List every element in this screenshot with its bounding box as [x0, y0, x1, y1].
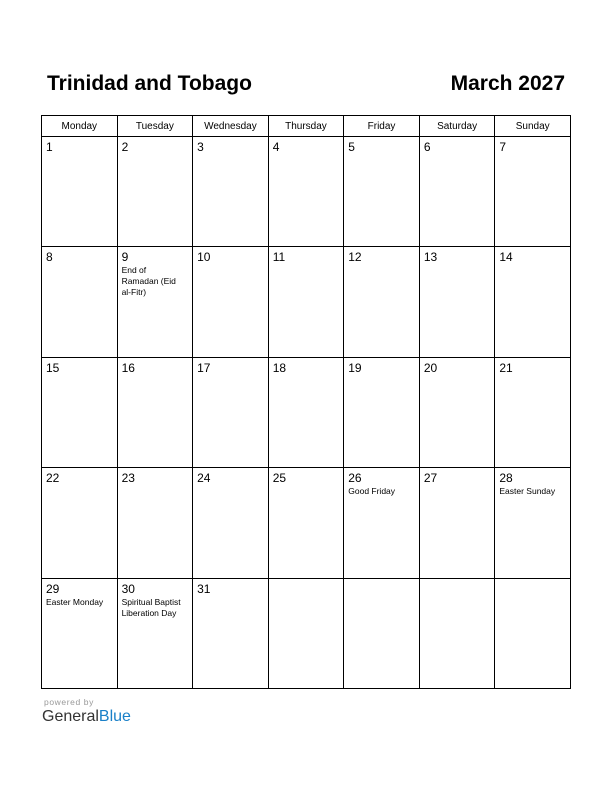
day-cell: [495, 578, 571, 688]
day-cell: [42, 357, 118, 467]
day-cell: [117, 578, 193, 688]
calendar-body: [42, 137, 571, 689]
day-number: 17: [197, 360, 211, 375]
day-cell: [117, 247, 193, 357]
day-cell: [419, 247, 495, 357]
day-cell: [193, 247, 269, 357]
weekday-header-thursday: Thursday: [268, 116, 344, 137]
day-number: 10: [197, 250, 211, 265]
day-number: 20: [423, 360, 438, 375]
day-cell: [419, 137, 495, 247]
day-number: 14: [499, 250, 513, 265]
day-cell: [193, 137, 269, 247]
day-cell: [344, 357, 420, 467]
day-cell: [268, 357, 344, 467]
week-row: [42, 137, 571, 247]
week-row: [42, 468, 571, 578]
day-cell: [193, 578, 269, 688]
day-number: 9: [121, 250, 129, 265]
day-cell: [268, 468, 344, 578]
day-number: 21: [499, 360, 513, 375]
weekday-header-sunday: Sunday: [495, 116, 571, 137]
week-row: [42, 247, 571, 357]
week-row: [42, 357, 571, 467]
day-number: 5: [348, 140, 355, 154]
day-cell: [495, 468, 571, 578]
holiday-label: Spiritual Baptist Liberation Day: [121, 596, 181, 618]
day-cell: [193, 357, 269, 467]
day-number: 31: [197, 581, 211, 596]
day-number: 30: [121, 581, 135, 596]
day-number: 22: [46, 471, 60, 486]
day-cell: [42, 468, 118, 578]
day-number: 11: [272, 250, 286, 265]
weekday-header-tuesday: Tuesday: [117, 116, 193, 137]
day-number: 28: [499, 471, 513, 486]
day-number: 6: [423, 140, 431, 154]
weekday-header-row: [42, 116, 571, 137]
calendar-grid: [41, 115, 571, 689]
day-number: 3: [197, 140, 204, 154]
day-number: 2: [121, 140, 129, 154]
day-cell: [344, 137, 420, 247]
day-number: 15: [46, 360, 60, 375]
day-number: 8: [46, 250, 53, 265]
day-number: 29: [46, 581, 60, 596]
weekday-header-saturday: Saturday: [419, 116, 495, 137]
day-cell: [42, 578, 118, 688]
day-number: 19: [348, 360, 362, 375]
day-cell: [419, 357, 495, 467]
powered-by-text: powered by: [44, 697, 94, 707]
brand-blue-text: Blue: [98, 708, 131, 725]
holiday-label: End of Ramadan (Eid al-Fitr): [121, 265, 176, 298]
day-cell: [419, 578, 495, 688]
weekday-header-wednesday: Wednesday: [193, 116, 269, 137]
day-cell: [117, 357, 193, 467]
day-number: 27: [423, 471, 438, 486]
day-cell: [193, 468, 269, 578]
generalblue-logo[interactable]: [42, 708, 131, 726]
day-number: 16: [121, 360, 135, 375]
holiday-label: Easter Sunday: [499, 486, 556, 497]
day-cell: [268, 137, 344, 247]
weekday-header-monday: Monday: [42, 116, 118, 137]
day-cell: [495, 247, 571, 357]
day-cell: [117, 137, 193, 247]
day-number: 18: [272, 360, 287, 375]
day-number: 1: [46, 140, 53, 154]
holiday-label: Easter Monday: [46, 596, 104, 607]
day-number: 12: [348, 250, 362, 265]
day-cell: [419, 468, 495, 578]
day-number: [424, 581, 491, 582]
day-cell: [495, 357, 571, 467]
day-number: [348, 581, 415, 582]
day-cell: [344, 247, 420, 357]
day-number: [499, 581, 566, 582]
day-cell: [42, 137, 118, 247]
day-cell: [268, 578, 344, 688]
holiday-label: Good Friday: [348, 486, 396, 497]
day-cell: [495, 137, 571, 247]
week-row: [42, 578, 571, 688]
day-number: 25: [272, 471, 287, 486]
day-cell: [268, 247, 344, 357]
day-number: 23: [121, 471, 135, 486]
day-cell: [344, 578, 420, 688]
weekday-header-friday: Friday: [344, 116, 420, 137]
country-title: Trinidad and Tobago: [47, 72, 252, 95]
day-number: 24: [197, 471, 211, 486]
month-title: March 2027: [450, 72, 565, 95]
day-number: 13: [423, 250, 438, 265]
day-number: [273, 581, 340, 582]
day-number: 7: [499, 140, 507, 154]
day-cell: [117, 468, 193, 578]
day-cell: [344, 468, 420, 578]
brand-general-text: General: [42, 708, 99, 725]
day-cell: [42, 247, 118, 357]
day-number: 4: [272, 140, 280, 154]
day-number: 26: [348, 471, 362, 486]
